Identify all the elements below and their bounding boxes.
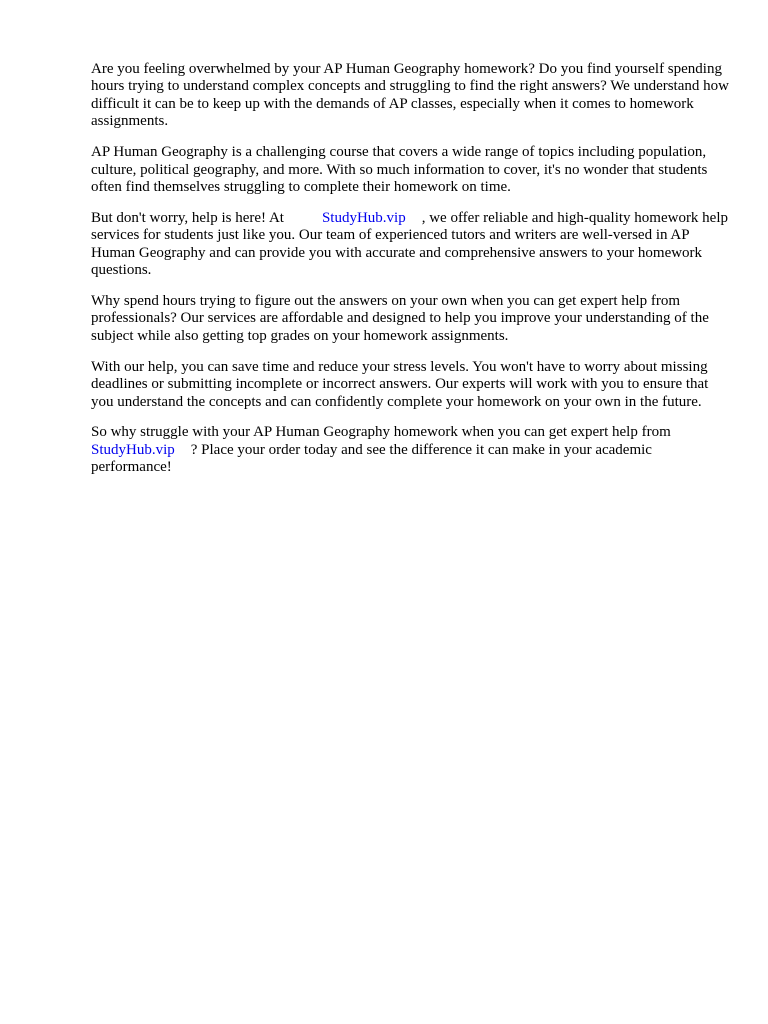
paragraph-call-to-action-rest: ? Place your order today and see the difference it can make in your academic performance!: [91, 441, 652, 476]
paragraph-course-overview: AP Human Geography is a challenging course that covers a wide range of topics including population, culture, political geography, and more. With so much information to cover, it's no wonder that students often find themselves struggling to complete their homework on time.: [91, 144, 708, 195]
paragraph-expert-help: Why spend hours trying to figure out the answers on your own when you can get expert help from professionals? Our services are affordable and designed to help you improve your understanding of the subject while also getting top grades on your homework assignments.: [91, 292, 709, 344]
paragraph-call-to-action: [91, 424, 731, 476]
studyhub-link-cta[interactable]: StudyHub.vip: [91, 441, 175, 458]
paragraph-help-offer-lead: But don't worry, help is here! At: [91, 209, 284, 226]
paragraph-intro: Are you feeling overwhelmed by your AP Human Geography homework? Do you find yourself spending hours trying to understand complex concepts and struggling to find the right answers? We understand how difficult it can be to keep up with the demands of AP classes, especially when it comes to homework assignments.: [91, 61, 729, 130]
paragraph-call-to-action-lead: So why struggle with your AP Human Geography homework when you can get expert help from: [91, 424, 671, 441]
paragraph-help-offer: [91, 210, 731, 280]
paragraph-save-time: With our help, you can save time and reduce your stress levels. You won't have to worry about missing deadlines or submitting incomplete or incorrect answers. Our experts will work with you to ensure that you understand the concepts and can confidently complete your homework on your own in the future.: [91, 358, 709, 410]
document-body: [91, 61, 731, 490]
studyhub-link[interactable]: StudyHub.vip: [321, 209, 406, 226]
paragraph-help-offer-rest: , we offer reliable and high-quality homework help services for students just like you. Our team of experienced tutors and writers are well-versed in AP Human Geography and can provide you with accurate and comprehensive answers to your homework questions.: [91, 209, 729, 279]
